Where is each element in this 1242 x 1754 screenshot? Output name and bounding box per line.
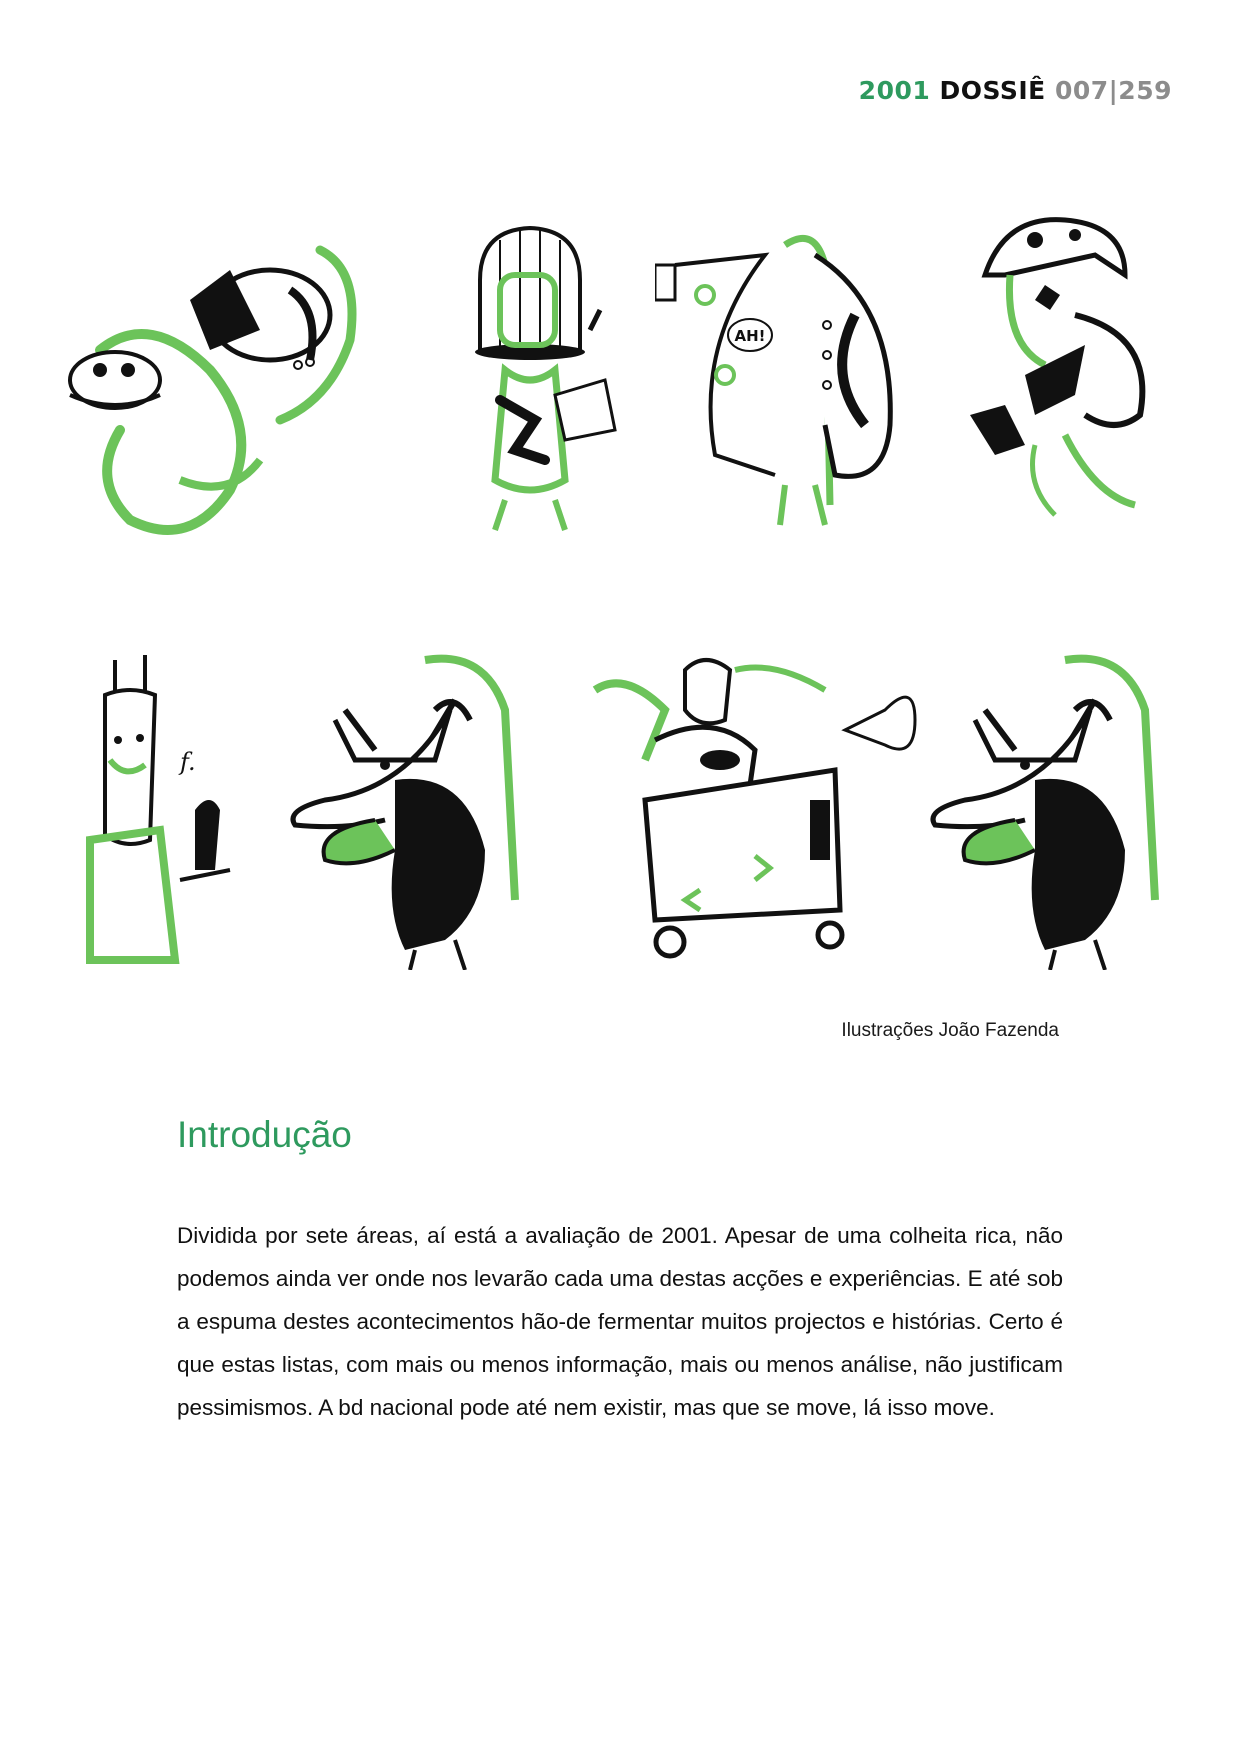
intro-paragraph: Dividida por sete áreas, aí está a avaliação de 2001. Apesar de uma colheita rica, não podemos ainda ver onde nos levarão cada uma destas acções e experiências. E até sob a espuma destes acontecimentos hão-de fermentar muitos projectos e histórias. Certo é que estas listas, com mais ou menos informação, mais ou menos análise, não justificam pessimismos. A bd nacional pode até nem existir, mas que se move, lá isso move. <box>177 1223 1063 1420</box>
cart-icon <box>585 650 925 970</box>
illustration-cart <box>585 650 925 970</box>
wolf-icon <box>925 650 1195 970</box>
illustration-caged-head <box>455 220 625 540</box>
cartoon-group-icon <box>60 230 410 560</box>
header-year: 2001 <box>858 76 931 105</box>
header-page-number: 007|259 <box>1054 76 1172 105</box>
letter-text: f. <box>180 748 196 776</box>
birdcage-icon <box>455 220 625 540</box>
illustration-coat-figure <box>655 225 905 535</box>
section-title: Introdução <box>177 1114 352 1155</box>
wolf-icon <box>285 650 555 970</box>
illustration-wolf-1 <box>285 650 555 970</box>
illustration-frog-and-figures <box>60 230 410 560</box>
hat-figure-icon <box>965 215 1165 535</box>
illustration-tall-head <box>80 650 250 970</box>
coat-figure-icon <box>655 225 905 535</box>
illustration-wolf-2 <box>925 650 1195 970</box>
page-header <box>859 76 1172 105</box>
speech-bubble-text: AH! <box>734 327 766 345</box>
illustration-credit: Ilustrações João Fazenda <box>841 1020 1059 1041</box>
tall-head-icon <box>80 650 250 970</box>
header-title: DOSSIÊ <box>939 76 1046 105</box>
illustration-hat-figure <box>965 215 1165 535</box>
